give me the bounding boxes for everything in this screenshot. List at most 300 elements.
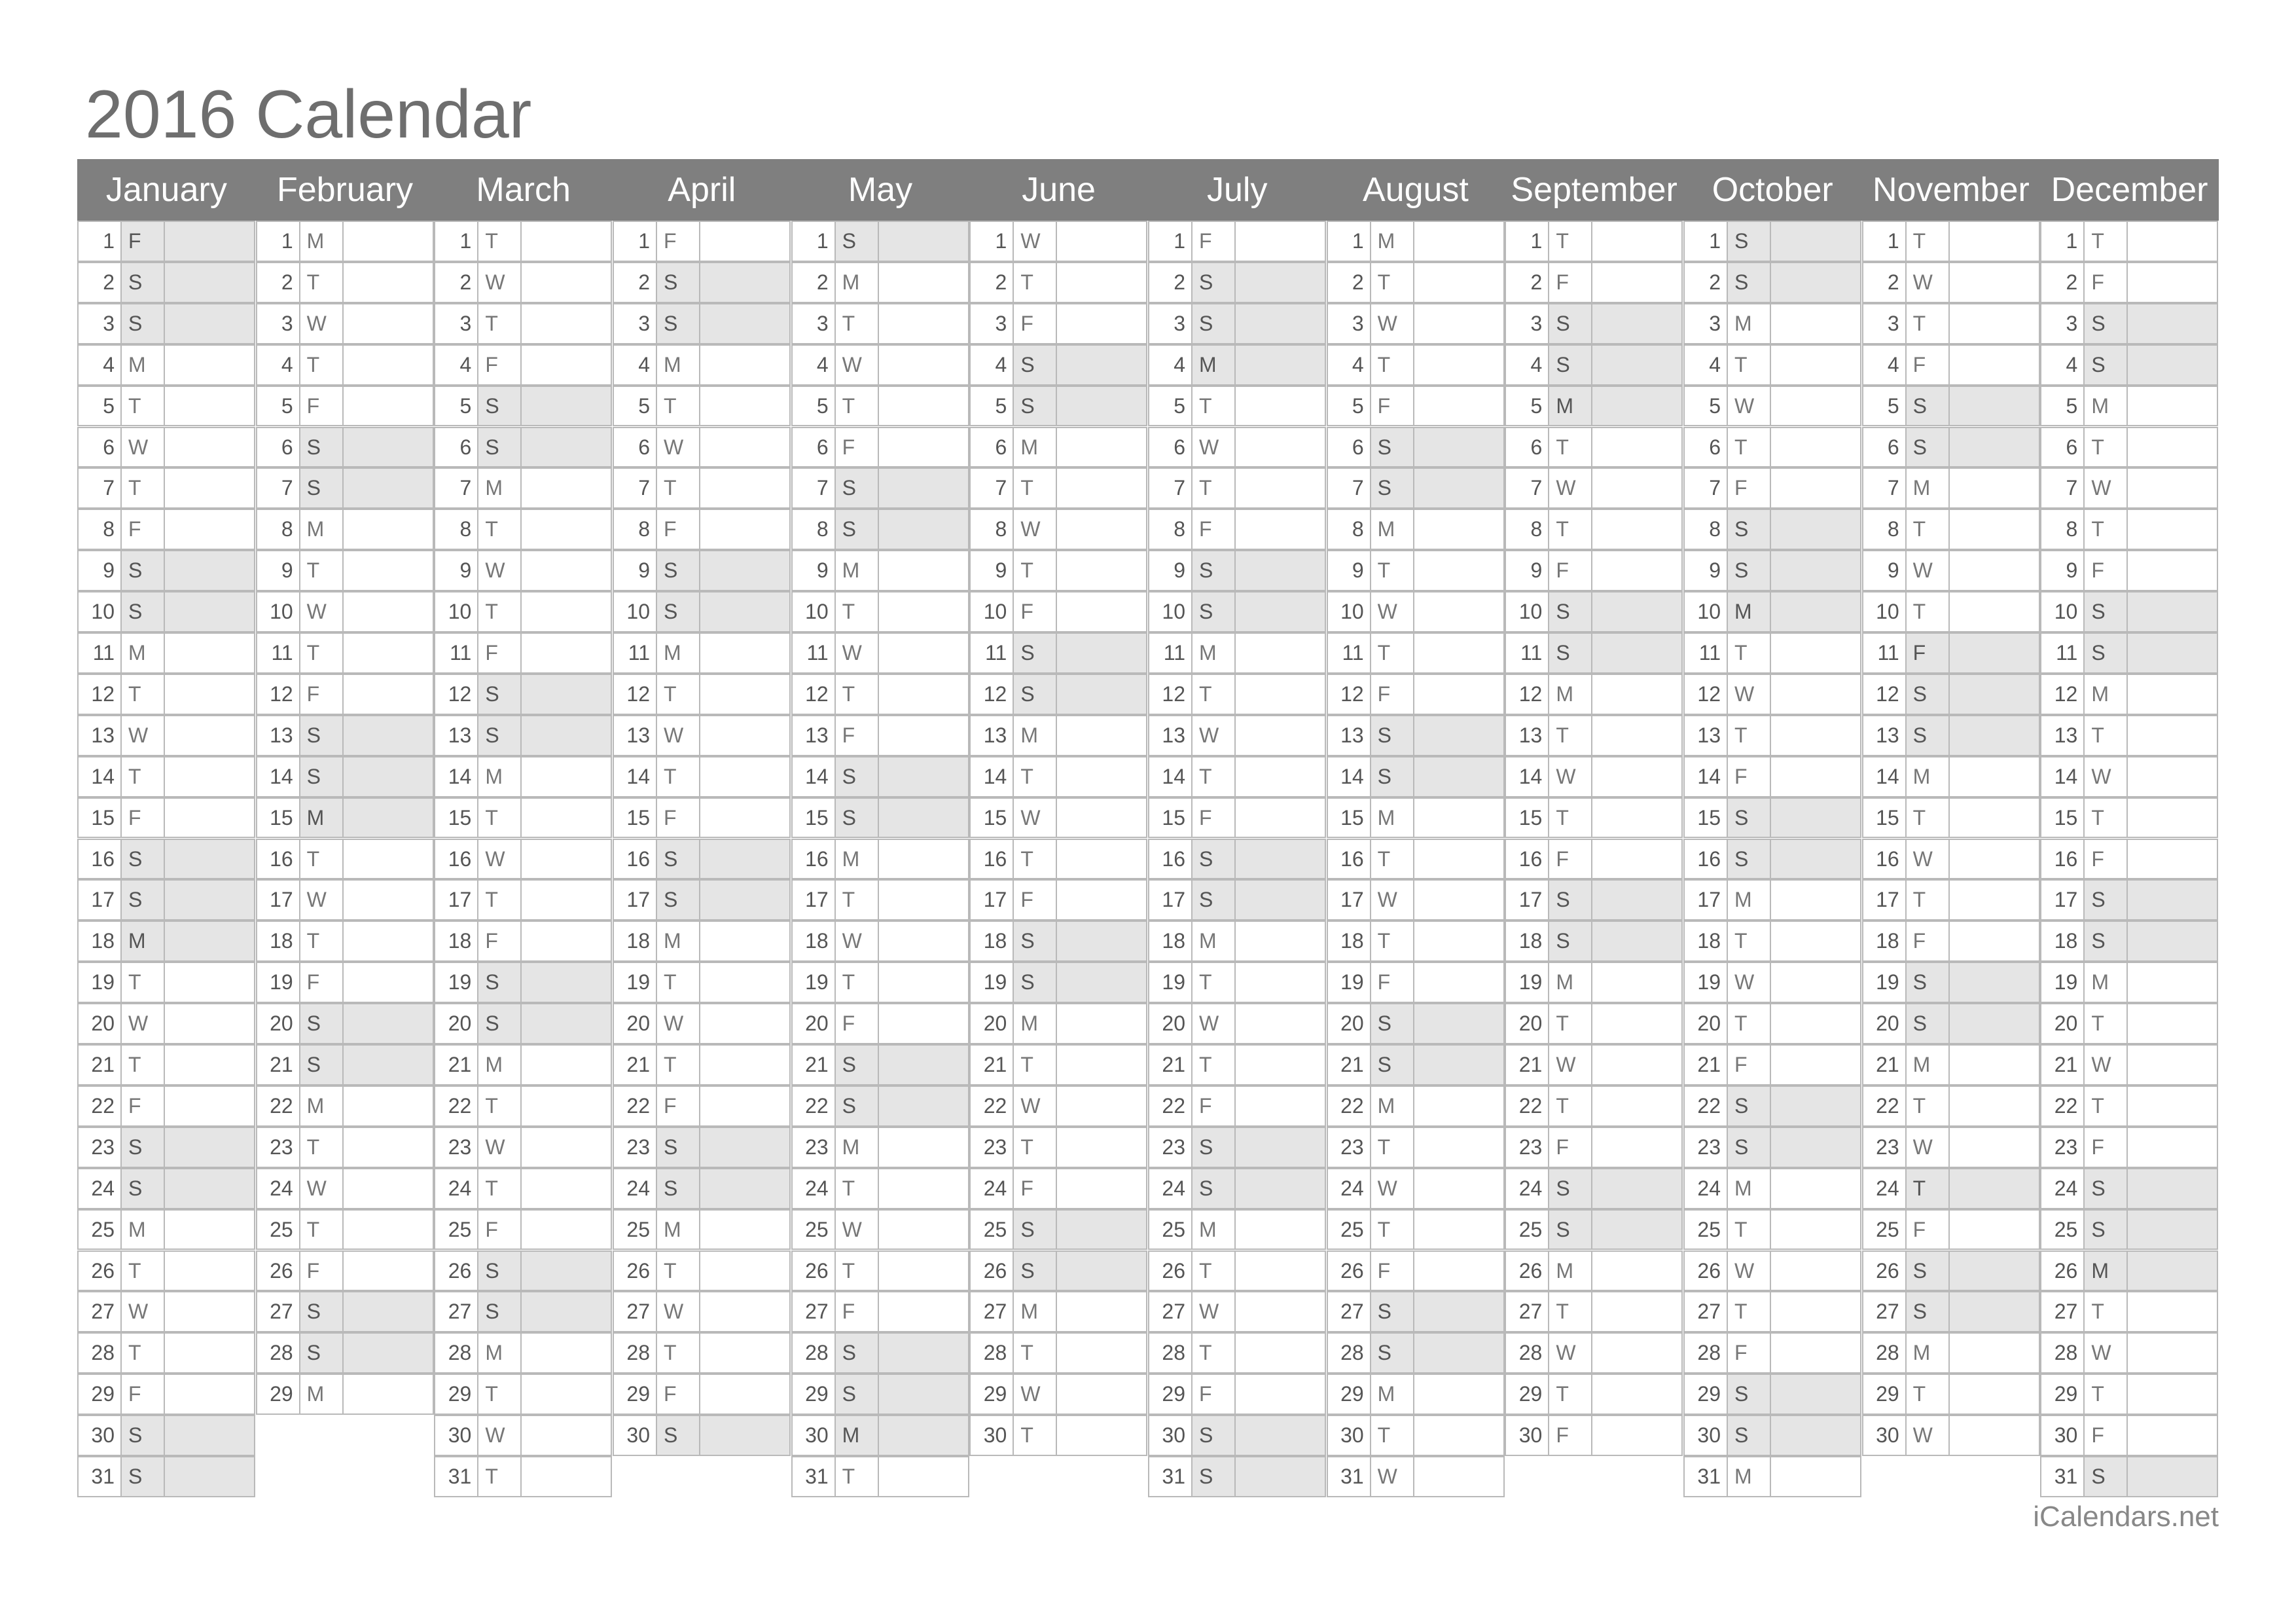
note-cell[interactable] [165, 1169, 254, 1208]
note-cell[interactable] [879, 510, 968, 549]
note-cell[interactable] [1771, 428, 1860, 467]
note-cell[interactable] [879, 1087, 968, 1125]
note-cell[interactable] [1414, 346, 1503, 384]
note-cell[interactable] [879, 1004, 968, 1043]
note-cell[interactable] [1414, 1457, 1503, 1496]
note-cell[interactable] [1057, 551, 1146, 590]
note-cell[interactable] [700, 757, 789, 796]
note-cell[interactable] [344, 469, 433, 507]
note-cell[interactable] [1057, 1169, 1146, 1208]
note-cell[interactable] [1592, 1211, 1681, 1249]
note-cell[interactable] [522, 963, 611, 1002]
note-cell[interactable] [522, 1211, 611, 1249]
note-cell[interactable] [2128, 840, 2217, 879]
note-cell[interactable] [1950, 222, 2039, 261]
note-cell[interactable] [344, 551, 433, 590]
note-cell[interactable] [522, 1046, 611, 1084]
note-cell[interactable] [700, 222, 789, 261]
note-cell[interactable] [522, 840, 611, 879]
note-cell[interactable] [879, 1046, 968, 1084]
note-cell[interactable] [2128, 1128, 2217, 1167]
note-cell[interactable] [522, 675, 611, 714]
note-cell[interactable] [344, 1292, 433, 1331]
note-cell[interactable] [1236, 304, 1325, 343]
note-cell[interactable] [1414, 716, 1503, 755]
note-cell[interactable] [1057, 922, 1146, 960]
note-cell[interactable] [700, 1334, 789, 1372]
note-cell[interactable] [2128, 963, 2217, 1002]
note-cell[interactable] [165, 757, 254, 796]
note-cell[interactable] [879, 1169, 968, 1208]
note-cell[interactable] [1592, 428, 1681, 467]
note-cell[interactable] [1950, 1211, 2039, 1249]
note-cell[interactable] [344, 716, 433, 755]
note-cell[interactable] [1950, 1252, 2039, 1290]
note-cell[interactable] [2128, 304, 2217, 343]
note-cell[interactable] [1950, 428, 2039, 467]
note-cell[interactable] [1057, 1334, 1146, 1372]
note-cell[interactable] [879, 634, 968, 672]
note-cell[interactable] [1236, 963, 1325, 1002]
note-cell[interactable] [1057, 634, 1146, 672]
note-cell[interactable] [344, 1128, 433, 1167]
note-cell[interactable] [522, 304, 611, 343]
note-cell[interactable] [1414, 551, 1503, 590]
note-cell[interactable] [522, 1375, 611, 1413]
note-cell[interactable] [1771, 1211, 1860, 1249]
note-cell[interactable] [1414, 1416, 1503, 1455]
note-cell[interactable] [1771, 593, 1860, 631]
note-cell[interactable] [2128, 1004, 2217, 1043]
note-cell[interactable] [344, 428, 433, 467]
note-cell[interactable] [1771, 263, 1860, 302]
note-cell[interactable] [1950, 469, 2039, 507]
note-cell[interactable] [1592, 757, 1681, 796]
note-cell[interactable] [700, 716, 789, 755]
note-cell[interactable] [1771, 304, 1860, 343]
note-cell[interactable] [700, 963, 789, 1002]
note-cell[interactable] [1236, 1252, 1325, 1290]
note-cell[interactable] [344, 799, 433, 837]
note-cell[interactable] [344, 304, 433, 343]
note-cell[interactable] [1592, 222, 1681, 261]
note-cell[interactable] [1414, 593, 1503, 631]
note-cell[interactable] [344, 881, 433, 919]
note-cell[interactable] [1592, 1046, 1681, 1084]
note-cell[interactable] [1592, 675, 1681, 714]
note-cell[interactable] [344, 1169, 433, 1208]
note-cell[interactable] [522, 1128, 611, 1167]
note-cell[interactable] [165, 469, 254, 507]
note-cell[interactable] [344, 387, 433, 426]
note-cell[interactable] [1950, 593, 2039, 631]
note-cell[interactable] [1057, 1252, 1146, 1290]
note-cell[interactable] [1771, 881, 1860, 919]
note-cell[interactable] [1414, 799, 1503, 837]
note-cell[interactable] [344, 263, 433, 302]
note-cell[interactable] [879, 757, 968, 796]
note-cell[interactable] [165, 1087, 254, 1125]
note-cell[interactable] [1414, 387, 1503, 426]
note-cell[interactable] [1414, 1334, 1503, 1372]
note-cell[interactable] [1592, 634, 1681, 672]
note-cell[interactable] [1236, 222, 1325, 261]
note-cell[interactable] [1771, 716, 1860, 755]
note-cell[interactable] [1236, 1046, 1325, 1084]
note-cell[interactable] [522, 757, 611, 796]
note-cell[interactable] [1950, 1169, 2039, 1208]
note-cell[interactable] [344, 757, 433, 796]
note-cell[interactable] [879, 881, 968, 919]
note-cell[interactable] [1236, 428, 1325, 467]
note-cell[interactable] [879, 1416, 968, 1455]
note-cell[interactable] [1950, 510, 2039, 549]
note-cell[interactable] [344, 840, 433, 879]
note-cell[interactable] [1057, 304, 1146, 343]
note-cell[interactable] [1414, 675, 1503, 714]
note-cell[interactable] [2128, 551, 2217, 590]
note-cell[interactable] [1771, 675, 1860, 714]
note-cell[interactable] [344, 1211, 433, 1249]
note-cell[interactable] [1592, 799, 1681, 837]
note-cell[interactable] [1414, 510, 1503, 549]
note-cell[interactable] [1950, 881, 2039, 919]
note-cell[interactable] [879, 593, 968, 631]
note-cell[interactable] [2128, 1211, 2217, 1249]
note-cell[interactable] [1950, 346, 2039, 384]
note-cell[interactable] [1950, 675, 2039, 714]
note-cell[interactable] [1057, 222, 1146, 261]
note-cell[interactable] [2128, 1169, 2217, 1208]
note-cell[interactable] [879, 840, 968, 879]
note-cell[interactable] [879, 1128, 968, 1167]
note-cell[interactable] [522, 1292, 611, 1331]
note-cell[interactable] [522, 593, 611, 631]
note-cell[interactable] [344, 634, 433, 672]
note-cell[interactable] [522, 1457, 611, 1496]
note-cell[interactable] [1771, 1292, 1860, 1331]
note-cell[interactable] [1950, 387, 2039, 426]
note-cell[interactable] [344, 675, 433, 714]
note-cell[interactable] [700, 634, 789, 672]
note-cell[interactable] [1771, 510, 1860, 549]
note-cell[interactable] [1414, 881, 1503, 919]
note-cell[interactable] [879, 1292, 968, 1331]
note-cell[interactable] [2128, 469, 2217, 507]
note-cell[interactable] [2128, 716, 2217, 755]
note-cell[interactable] [1414, 840, 1503, 879]
note-cell[interactable] [344, 963, 433, 1002]
note-cell[interactable] [1057, 1211, 1146, 1249]
note-cell[interactable] [165, 1416, 254, 1455]
note-cell[interactable] [1771, 222, 1860, 261]
note-cell[interactable] [1236, 840, 1325, 879]
note-cell[interactable] [1236, 1087, 1325, 1125]
note-cell[interactable] [1057, 881, 1146, 919]
note-cell[interactable] [1236, 922, 1325, 960]
note-cell[interactable] [1057, 1004, 1146, 1043]
note-cell[interactable] [522, 428, 611, 467]
note-cell[interactable] [522, 1087, 611, 1125]
note-cell[interactable] [1236, 1416, 1325, 1455]
note-cell[interactable] [1236, 593, 1325, 631]
note-cell[interactable] [1236, 1292, 1325, 1331]
note-cell[interactable] [1414, 1128, 1503, 1167]
note-cell[interactable] [700, 510, 789, 549]
note-cell[interactable] [1950, 1046, 2039, 1084]
note-cell[interactable] [1950, 1292, 2039, 1331]
note-cell[interactable] [700, 1292, 789, 1331]
note-cell[interactable] [1592, 510, 1681, 549]
note-cell[interactable] [700, 346, 789, 384]
note-cell[interactable] [2128, 881, 2217, 919]
note-cell[interactable] [1057, 1416, 1146, 1455]
note-cell[interactable] [1057, 469, 1146, 507]
note-cell[interactable] [1771, 922, 1860, 960]
note-cell[interactable] [1950, 634, 2039, 672]
note-cell[interactable] [1236, 346, 1325, 384]
note-cell[interactable] [1057, 387, 1146, 426]
note-cell[interactable] [344, 1252, 433, 1290]
note-cell[interactable] [879, 222, 968, 261]
note-cell[interactable] [2128, 263, 2217, 302]
note-cell[interactable] [165, 551, 254, 590]
note-cell[interactable] [1592, 881, 1681, 919]
note-cell[interactable] [879, 387, 968, 426]
note-cell[interactable] [522, 799, 611, 837]
note-cell[interactable] [1414, 634, 1503, 672]
note-cell[interactable] [1057, 593, 1146, 631]
note-cell[interactable] [1057, 675, 1146, 714]
note-cell[interactable] [700, 675, 789, 714]
note-cell[interactable] [1950, 799, 2039, 837]
note-cell[interactable] [879, 1334, 968, 1372]
note-cell[interactable] [1236, 1211, 1325, 1249]
note-cell[interactable] [700, 881, 789, 919]
note-cell[interactable] [1950, 840, 2039, 879]
note-cell[interactable] [1592, 963, 1681, 1002]
note-cell[interactable] [522, 922, 611, 960]
note-cell[interactable] [1592, 593, 1681, 631]
note-cell[interactable] [1592, 263, 1681, 302]
note-cell[interactable] [1950, 716, 2039, 755]
note-cell[interactable] [2128, 757, 2217, 796]
note-cell[interactable] [344, 1004, 433, 1043]
note-cell[interactable] [2128, 1252, 2217, 1290]
note-cell[interactable] [700, 263, 789, 302]
note-cell[interactable] [1414, 222, 1503, 261]
note-cell[interactable] [522, 1416, 611, 1455]
note-cell[interactable] [1414, 1252, 1503, 1290]
note-cell[interactable] [165, 1457, 254, 1496]
note-cell[interactable] [1592, 1128, 1681, 1167]
note-cell[interactable] [522, 1004, 611, 1043]
note-cell[interactable] [700, 1416, 789, 1455]
note-cell[interactable] [2128, 428, 2217, 467]
note-cell[interactable] [1057, 963, 1146, 1002]
note-cell[interactable] [1771, 346, 1860, 384]
note-cell[interactable] [1414, 1292, 1503, 1331]
note-cell[interactable] [1592, 387, 1681, 426]
note-cell[interactable] [2128, 799, 2217, 837]
note-cell[interactable] [1414, 1211, 1503, 1249]
note-cell[interactable] [1057, 1128, 1146, 1167]
note-cell[interactable] [879, 1375, 968, 1413]
note-cell[interactable] [165, 593, 254, 631]
note-cell[interactable] [1592, 922, 1681, 960]
note-cell[interactable] [879, 1211, 968, 1249]
note-cell[interactable] [700, 1087, 789, 1125]
note-cell[interactable] [1414, 469, 1503, 507]
note-cell[interactable] [1771, 840, 1860, 879]
note-cell[interactable] [1771, 469, 1860, 507]
note-cell[interactable] [1236, 510, 1325, 549]
note-cell[interactable] [1771, 1252, 1860, 1290]
note-cell[interactable] [879, 1252, 968, 1290]
note-cell[interactable] [2128, 1046, 2217, 1084]
note-cell[interactable] [165, 1292, 254, 1331]
note-cell[interactable] [1771, 1128, 1860, 1167]
note-cell[interactable] [1950, 1128, 2039, 1167]
note-cell[interactable] [165, 263, 254, 302]
note-cell[interactable] [165, 963, 254, 1002]
note-cell[interactable] [1236, 799, 1325, 837]
note-cell[interactable] [2128, 1087, 2217, 1125]
note-cell[interactable] [1950, 1375, 2039, 1413]
note-cell[interactable] [522, 222, 611, 261]
note-cell[interactable] [879, 263, 968, 302]
note-cell[interactable] [1592, 1087, 1681, 1125]
note-cell[interactable] [165, 428, 254, 467]
note-cell[interactable] [1057, 716, 1146, 755]
note-cell[interactable] [344, 1375, 433, 1413]
note-cell[interactable] [1057, 1375, 1146, 1413]
note-cell[interactable] [344, 222, 433, 261]
note-cell[interactable] [165, 922, 254, 960]
note-cell[interactable] [165, 1128, 254, 1167]
note-cell[interactable] [1057, 1292, 1146, 1331]
note-cell[interactable] [344, 510, 433, 549]
note-cell[interactable] [2128, 387, 2217, 426]
note-cell[interactable] [1771, 1375, 1860, 1413]
note-cell[interactable] [1414, 1046, 1503, 1084]
note-cell[interactable] [165, 1334, 254, 1372]
note-cell[interactable] [2128, 346, 2217, 384]
note-cell[interactable] [522, 387, 611, 426]
note-cell[interactable] [1057, 1087, 1146, 1125]
note-cell[interactable] [700, 387, 789, 426]
note-cell[interactable] [1950, 922, 2039, 960]
note-cell[interactable] [165, 881, 254, 919]
note-cell[interactable] [2128, 1375, 2217, 1413]
note-cell[interactable] [2128, 1292, 2217, 1331]
note-cell[interactable] [1057, 428, 1146, 467]
note-cell[interactable] [1950, 963, 2039, 1002]
note-cell[interactable] [1771, 1046, 1860, 1084]
note-cell[interactable] [700, 1169, 789, 1208]
note-cell[interactable] [879, 428, 968, 467]
note-cell[interactable] [522, 1334, 611, 1372]
note-cell[interactable] [1950, 1334, 2039, 1372]
note-cell[interactable] [1592, 840, 1681, 879]
note-cell[interactable] [879, 799, 968, 837]
note-cell[interactable] [700, 1375, 789, 1413]
note-cell[interactable] [1771, 757, 1860, 796]
note-cell[interactable] [1236, 263, 1325, 302]
note-cell[interactable] [522, 881, 611, 919]
note-cell[interactable] [522, 634, 611, 672]
note-cell[interactable] [2128, 593, 2217, 631]
note-cell[interactable] [1592, 551, 1681, 590]
note-cell[interactable] [165, 840, 254, 879]
note-cell[interactable] [1236, 1457, 1325, 1496]
note-cell[interactable] [1236, 1375, 1325, 1413]
note-cell[interactable] [1771, 1416, 1860, 1455]
note-cell[interactable] [2128, 510, 2217, 549]
note-cell[interactable] [344, 1046, 433, 1084]
note-cell[interactable] [1592, 1292, 1681, 1331]
note-cell[interactable] [1950, 304, 2039, 343]
note-cell[interactable] [879, 346, 968, 384]
note-cell[interactable] [1950, 1087, 2039, 1125]
note-cell[interactable] [165, 1375, 254, 1413]
note-cell[interactable] [1236, 469, 1325, 507]
note-cell[interactable] [344, 1087, 433, 1125]
note-cell[interactable] [1414, 922, 1503, 960]
note-cell[interactable] [700, 1004, 789, 1043]
note-cell[interactable] [1592, 1334, 1681, 1372]
note-cell[interactable] [165, 1252, 254, 1290]
note-cell[interactable] [2128, 1457, 2217, 1496]
note-cell[interactable] [1414, 263, 1503, 302]
note-cell[interactable] [700, 1128, 789, 1167]
note-cell[interactable] [1592, 1375, 1681, 1413]
note-cell[interactable] [1414, 304, 1503, 343]
note-cell[interactable] [1950, 551, 2039, 590]
note-cell[interactable] [1771, 1334, 1860, 1372]
note-cell[interactable] [1057, 757, 1146, 796]
note-cell[interactable] [522, 1169, 611, 1208]
note-cell[interactable] [700, 1046, 789, 1084]
note-cell[interactable] [879, 922, 968, 960]
note-cell[interactable] [1236, 1128, 1325, 1167]
note-cell[interactable] [1771, 1169, 1860, 1208]
note-cell[interactable] [879, 1457, 968, 1496]
note-cell[interactable] [1771, 1087, 1860, 1125]
note-cell[interactable] [879, 716, 968, 755]
note-cell[interactable] [1414, 963, 1503, 1002]
note-cell[interactable] [522, 1252, 611, 1290]
note-cell[interactable] [700, 1252, 789, 1290]
note-cell[interactable] [879, 304, 968, 343]
note-cell[interactable] [879, 963, 968, 1002]
note-cell[interactable] [1236, 757, 1325, 796]
note-cell[interactable] [1950, 757, 2039, 796]
note-cell[interactable] [1592, 469, 1681, 507]
note-cell[interactable] [165, 346, 254, 384]
note-cell[interactable] [879, 469, 968, 507]
note-cell[interactable] [2128, 222, 2217, 261]
note-cell[interactable] [1771, 1004, 1860, 1043]
note-cell[interactable] [700, 469, 789, 507]
note-cell[interactable] [1592, 716, 1681, 755]
note-cell[interactable] [165, 799, 254, 837]
note-cell[interactable] [165, 1211, 254, 1249]
note-cell[interactable] [1236, 1334, 1325, 1372]
note-cell[interactable] [522, 510, 611, 549]
note-cell[interactable] [700, 922, 789, 960]
note-cell[interactable] [522, 469, 611, 507]
